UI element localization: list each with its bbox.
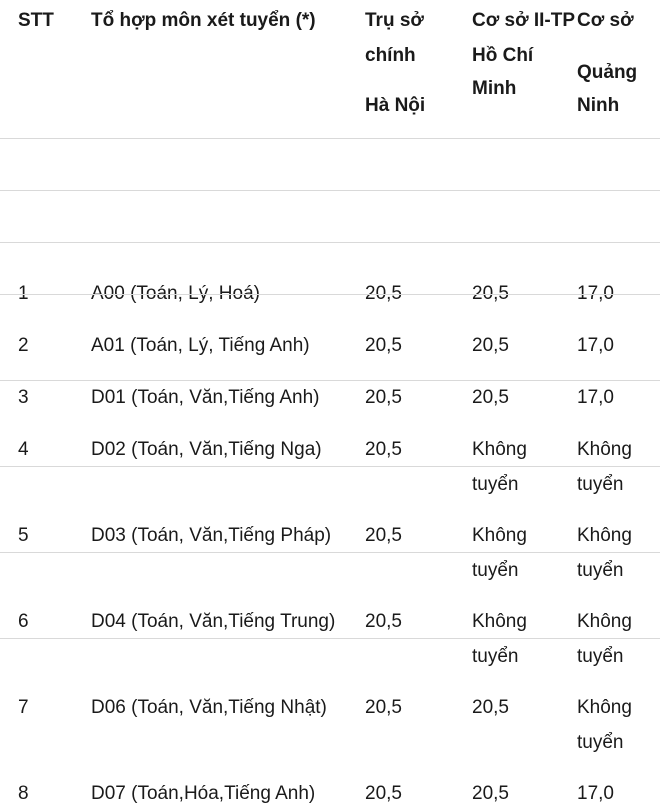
row-combo: A00 (Toán, Lý, Hoá) <box>91 283 260 304</box>
row-qn-line1: Không <box>577 439 632 460</box>
row-combo: A01 (Toán, Lý, Tiếng Anh) <box>91 335 310 356</box>
row-hcm-line1: Không <box>472 439 527 460</box>
row-qn-line2: tuyển <box>577 560 624 581</box>
row-stt: 5 <box>18 525 29 546</box>
row-hcm-line1: 20,5 <box>472 387 509 408</box>
table-row <box>0 553 660 753</box>
table-row <box>0 381 660 581</box>
row-combo: D06 (Toán, Văn,Tiếng Nhật) <box>91 697 327 718</box>
row-stt: 1 <box>18 283 29 304</box>
header-qn-line1: Cơ sở <box>577 10 634 31</box>
row-hcm-line1: Không <box>472 611 527 632</box>
row-qn-line1: 17,0 <box>577 335 614 356</box>
row-hcm-line1: 20,5 <box>472 697 509 718</box>
row-hcm-line2: tuyển <box>472 560 519 581</box>
row-qn-line2: tuyển <box>577 646 624 667</box>
header-qn-line2: Quảng <box>577 62 638 83</box>
row-qn-line1: 17,0 <box>577 783 614 804</box>
header-hcm-line3: Minh <box>472 78 517 99</box>
row-qn-line1: 17,0 <box>577 283 614 304</box>
row-main-score: 20,5 <box>365 439 402 460</box>
row-qn-line1: Không <box>577 611 632 632</box>
row-hcm-line1: 20,5 <box>472 283 509 304</box>
row-qn-line1: 17,0 <box>577 387 614 408</box>
row-main-score: 20,5 <box>365 283 402 304</box>
row-combo: D01 (Toán, Văn,Tiếng Anh) <box>91 387 320 408</box>
row-main-score: 20,5 <box>365 387 402 408</box>
row-stt: 2 <box>18 335 29 356</box>
header-hcm-line2: Hồ Chí <box>472 45 534 66</box>
row-stt: 7 <box>18 697 29 718</box>
row-main-score: 20,5 <box>365 335 402 356</box>
row-hcm-line2: tuyển <box>472 646 519 667</box>
header-main-line2: chính <box>365 45 416 66</box>
row-qn-score <box>577 690 632 760</box>
row-qn-line2: tuyển <box>577 474 624 495</box>
header-main-line1: Trụ sở <box>365 10 424 31</box>
table-header <box>0 0 660 139</box>
table-row <box>0 467 660 667</box>
row-stt: 6 <box>18 611 29 632</box>
row-hcm-line1: Không <box>472 525 527 546</box>
row-combo: D02 (Toán, Văn,Tiếng Nga) <box>91 439 322 460</box>
table-row <box>0 139 660 304</box>
row-combo: D04 (Toán, Văn,Tiếng Trung) <box>91 611 336 632</box>
row-hcm-line1: 20,5 <box>472 335 509 356</box>
row-combo: D03 (Toán, Văn,Tiếng Pháp) <box>91 525 332 546</box>
header-combo: Tổ hợp môn xét tuyển (*) <box>91 10 316 31</box>
row-hcm-score <box>472 776 509 811</box>
header-main-line3: Hà Nội <box>365 95 426 116</box>
row-main-score: 20,5 <box>365 697 402 718</box>
row-qn-line1: Không <box>577 697 632 718</box>
row-main-score: 20,5 <box>365 783 402 804</box>
header-hcm-line1: Cơ sở II-TP <box>472 10 576 31</box>
row-qn-line1: Không <box>577 525 632 546</box>
row-main-score: 20,5 <box>365 611 402 632</box>
header-qn-line3: Ninh <box>577 95 620 116</box>
row-qn-score <box>577 776 614 811</box>
row-main-score: 20,5 <box>365 525 402 546</box>
row-stt: 8 <box>18 783 29 804</box>
row-combo: D07 (Toán,Hóa,Tiếng Anh) <box>91 783 316 804</box>
row-hcm-line1: 20,5 <box>472 783 509 804</box>
header-stt: STT <box>18 10 54 31</box>
row-hcm-line2: tuyển <box>472 474 519 495</box>
row-qn-line2: tuyển <box>577 732 624 753</box>
row-stt: 4 <box>18 439 29 460</box>
row-stt: 3 <box>18 387 29 408</box>
row-hcm-score <box>472 690 509 725</box>
